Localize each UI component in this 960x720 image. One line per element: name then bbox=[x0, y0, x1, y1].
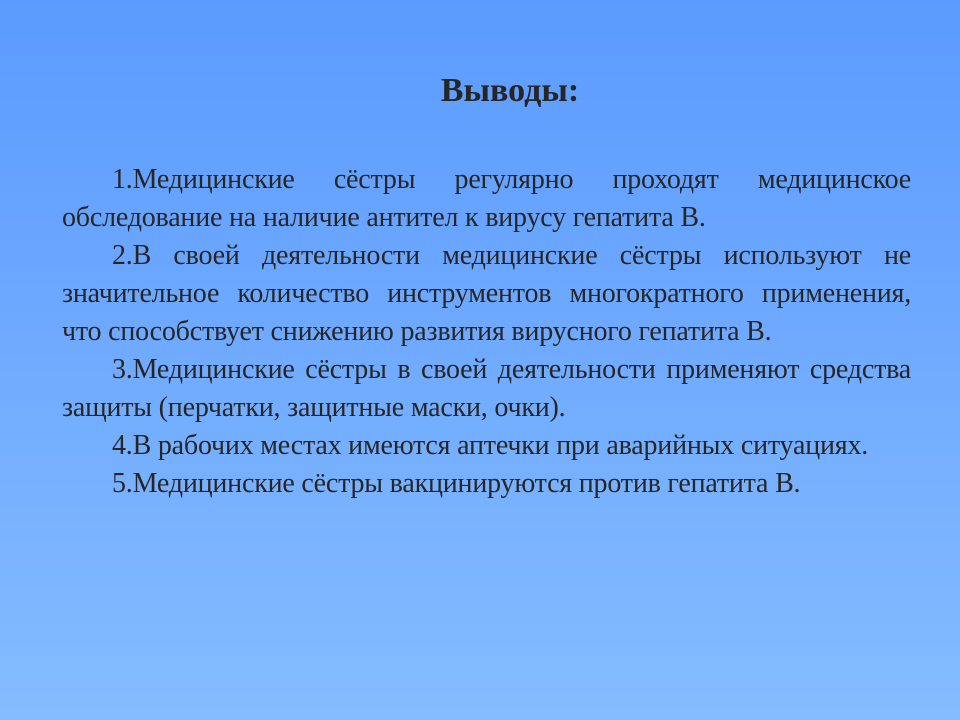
slide-title: Выводы: bbox=[440, 72, 580, 109]
conclusion-item-4: 4.В рабочих местах имеются аптечки при аварийных ситуациях. bbox=[112, 430, 869, 461]
conclusion-item-3: 3.Медицинские сёстры в своей деятельности применяют средства защиты (перчатки, защитные маски, очки). bbox=[62, 354, 911, 423]
conclusions-list bbox=[62, 161, 911, 503]
conclusion-item-1: 1.Медицинские сёстры регулярно проходят медицинское обследование на наличие антител к вирусу гепатита В. bbox=[62, 164, 911, 233]
conclusion-item-2: 2.В своей деятельности медицинские сёстры используют не значительное количество инструментов многократного применения, что способствует снижению развития вирусного гепатита В. bbox=[62, 240, 911, 347]
conclusion-item-5: 5.Медицинские сёстры вакцинируются против гепатита В. bbox=[112, 468, 801, 499]
